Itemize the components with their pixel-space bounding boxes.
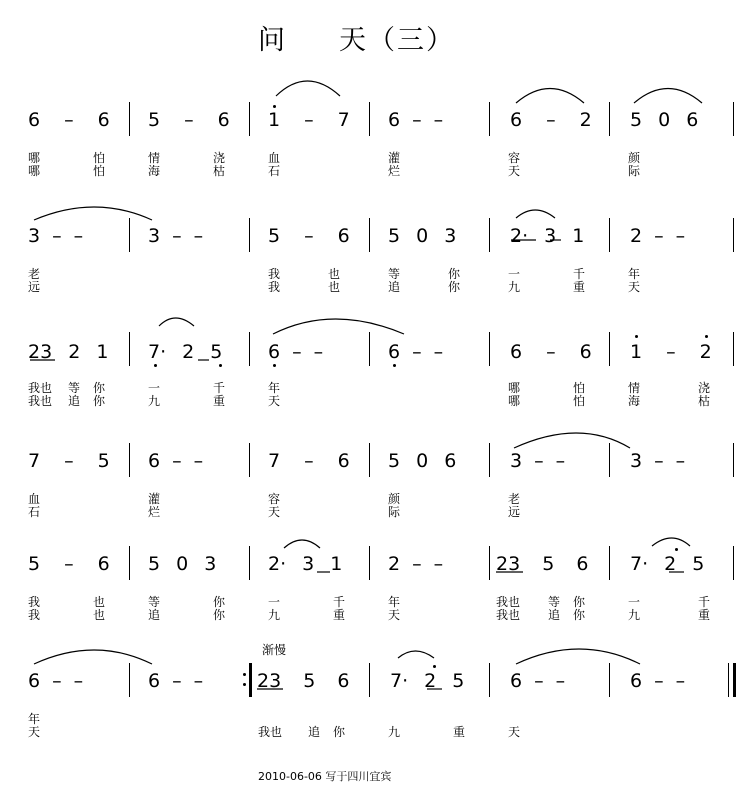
lyric: 天	[508, 164, 521, 178]
barline	[249, 546, 250, 580]
lyric: 怕	[573, 394, 586, 408]
lyric: 年	[28, 712, 41, 726]
measure: 3 – –	[28, 225, 84, 247]
lyric: 你	[213, 595, 226, 609]
lyric: 也	[93, 608, 106, 622]
barline	[249, 332, 250, 366]
slur-arc	[516, 210, 555, 218]
lyric: 你	[93, 381, 106, 395]
barline	[129, 546, 130, 580]
lyric: 你	[213, 608, 226, 622]
lyric: 我也	[28, 381, 53, 395]
measure: 5 0 3	[388, 225, 457, 247]
measure: 7 – 6	[268, 450, 350, 472]
lyric: 容	[268, 492, 281, 506]
barline	[733, 332, 734, 366]
measure: 2· 3 1	[510, 225, 585, 247]
measure: 7· 2 5	[148, 341, 223, 363]
slur-arc	[634, 89, 702, 104]
lyric: 天	[628, 280, 641, 294]
measure: 5 – 6	[28, 553, 110, 575]
lyric: 浇	[698, 381, 711, 395]
lyric: 一	[628, 595, 641, 609]
repeat-dot	[243, 683, 246, 686]
lyric: 哪	[508, 381, 521, 395]
barline	[733, 546, 734, 580]
barline	[733, 443, 734, 477]
lyric: 千	[698, 595, 711, 609]
lyric: 重	[698, 608, 711, 622]
lyric: 年	[388, 595, 401, 609]
slur-arc	[652, 538, 690, 546]
lyric: 一	[268, 595, 281, 609]
lyric: 你	[448, 267, 461, 281]
lyric: 远	[508, 505, 521, 519]
lyric: 我也	[258, 725, 283, 739]
slur-arc	[516, 89, 584, 104]
barline	[489, 332, 490, 366]
low-octave-dot	[219, 364, 222, 367]
measure: 7· 2 5	[390, 670, 465, 692]
lyric: 千	[333, 595, 346, 609]
lyric: 烂	[388, 164, 401, 178]
lyric: 九	[148, 394, 161, 408]
measure: 1 – 2	[630, 341, 712, 363]
measure: 1 – 7	[268, 109, 350, 131]
lyric: 血	[28, 492, 41, 506]
high-octave-dot	[675, 548, 678, 551]
lyric: 烂	[148, 505, 161, 519]
measure: 6 – –	[148, 450, 204, 472]
lyric: 你	[93, 394, 106, 408]
barline	[249, 102, 250, 136]
slur-arc	[398, 651, 434, 658]
lyric: 千	[573, 267, 586, 281]
measure: 5 0 6	[388, 450, 457, 472]
barline	[489, 218, 490, 252]
measure: 3 – –	[630, 450, 686, 472]
measure: 6 – 6	[28, 109, 110, 131]
slur-arc	[514, 433, 630, 448]
barline	[609, 332, 610, 366]
tempo-marking: 渐慢	[262, 643, 287, 657]
measure: 3 – –	[148, 225, 204, 247]
barline	[733, 102, 734, 136]
lyric: 灌	[388, 151, 401, 165]
lyric: 颜	[628, 151, 641, 165]
barline	[249, 218, 250, 252]
barline	[369, 332, 370, 366]
lyric: 天	[388, 608, 401, 622]
low-octave-dot	[273, 364, 276, 367]
lyric: 哪	[28, 151, 41, 165]
lyric: 追	[68, 394, 81, 408]
lyric: 我	[28, 608, 41, 622]
measure: 6 – 6	[510, 341, 592, 363]
high-octave-dot	[635, 335, 638, 338]
barline	[129, 332, 130, 366]
barline	[609, 663, 610, 697]
measure: 23 5 6	[257, 670, 350, 692]
lyric: 枯	[698, 394, 711, 408]
low-octave-dot	[154, 364, 157, 367]
measure: 23 2 1	[28, 341, 109, 363]
measure: 6 – –	[510, 670, 566, 692]
lyric: 枯	[213, 164, 226, 178]
lyric: 我	[268, 280, 281, 294]
barline	[489, 443, 490, 477]
lyric: 一	[508, 267, 521, 281]
slur-arc	[34, 207, 152, 220]
measure: 7 – 5	[28, 450, 110, 472]
measure: 6 – –	[388, 341, 444, 363]
lyric: 等	[388, 267, 401, 281]
barline	[609, 546, 610, 580]
barline	[129, 218, 130, 252]
lyric: 我也	[496, 595, 521, 609]
lyric: 石	[28, 505, 41, 519]
lyric: 也	[93, 595, 106, 609]
lyric: 重	[333, 608, 346, 622]
barline	[609, 102, 610, 136]
lyric: 追	[148, 608, 161, 622]
lyric: 九	[268, 608, 281, 622]
lyric: 我也	[28, 394, 53, 408]
lyric: 怕	[93, 164, 106, 178]
lyric: 追	[548, 608, 561, 622]
lyric: 也	[328, 280, 341, 294]
lyric: 血	[268, 151, 281, 165]
slur-arc	[276, 81, 340, 96]
lyric: 也	[328, 267, 341, 281]
measure: 2· 3 1	[268, 553, 343, 575]
lyric: 九	[508, 280, 521, 294]
lyric: 年	[628, 267, 641, 281]
lyric: 九	[388, 725, 401, 739]
lyric: 天	[268, 505, 281, 519]
lyric: 灌	[148, 492, 161, 506]
lyric: 等	[148, 595, 161, 609]
lyric: 天	[28, 725, 41, 739]
barline	[369, 102, 370, 136]
barline	[369, 546, 370, 580]
measure: 6 – –	[148, 670, 204, 692]
barline	[609, 443, 610, 477]
lyric: 重	[453, 725, 466, 739]
lyric: 你	[573, 595, 586, 609]
barline	[249, 443, 250, 477]
lyric: 石	[268, 164, 281, 178]
lyric: 重	[213, 394, 226, 408]
measure: 6 – –	[28, 670, 84, 692]
lyric: 重	[573, 280, 586, 294]
lyric: 怕	[573, 381, 586, 395]
lyric: 等	[68, 381, 81, 395]
measure: 6 – –	[630, 670, 686, 692]
date-footer: 2010-06-06 写于四川宜宾	[258, 770, 392, 783]
lyric: 天	[508, 725, 521, 739]
lyric: 颜	[388, 492, 401, 506]
low-octave-dot	[393, 364, 396, 367]
measure: 5 0 3	[148, 553, 217, 575]
lyric: 年	[268, 381, 281, 395]
high-octave-dot	[705, 335, 708, 338]
repeat-barline	[249, 663, 252, 697]
lyric: 远	[28, 280, 41, 294]
barline	[129, 443, 130, 477]
lyric: 一	[148, 381, 161, 395]
lyric: 九	[628, 608, 641, 622]
title-main: 问	[258, 25, 287, 56]
high-octave-dot	[273, 105, 276, 108]
measure: 6 – 2	[510, 109, 592, 131]
slur-arc	[34, 650, 152, 664]
lyric: 追	[388, 280, 401, 294]
lyric: 海	[148, 164, 161, 178]
lyric: 你	[448, 280, 461, 294]
barline	[489, 546, 490, 580]
barline	[129, 663, 130, 697]
lyric: 我	[28, 595, 41, 609]
measure: 5 0 6	[630, 109, 699, 131]
barline	[369, 443, 370, 477]
lyric: 容	[508, 151, 521, 165]
barline	[129, 102, 130, 136]
high-octave-dot	[433, 665, 436, 668]
lyric: 哪	[28, 164, 41, 178]
slur-arc	[273, 319, 404, 334]
measure: 6 – –	[388, 109, 444, 131]
repeat-dot	[243, 673, 246, 676]
slur-arc	[516, 649, 640, 664]
lyric: 际	[628, 164, 641, 178]
lyric: 等	[548, 595, 561, 609]
slur-arc	[159, 318, 194, 326]
lyric: 千	[213, 381, 226, 395]
lyric: 你	[573, 608, 586, 622]
barline	[369, 663, 370, 697]
barline	[489, 102, 490, 136]
lyric: 怕	[93, 151, 106, 165]
title-sub: 天（三）	[339, 25, 455, 56]
lyric: 天	[268, 394, 281, 408]
measure: 7· 2 5	[630, 553, 705, 575]
lyric: 老	[508, 492, 521, 506]
measure: 3 – –	[510, 450, 566, 472]
barline	[733, 218, 734, 252]
lyric: 我	[268, 267, 281, 281]
lyric: 哪	[508, 394, 521, 408]
measure: 2 – –	[388, 553, 444, 575]
lyric: 我也	[496, 608, 521, 622]
barline	[609, 218, 610, 252]
barline	[728, 663, 729, 697]
lyric: 老	[28, 267, 41, 281]
lyric: 你	[333, 725, 346, 739]
barline	[489, 663, 490, 697]
slur-arc	[284, 540, 320, 548]
measure: 2 – –	[630, 225, 686, 247]
measure: 23 5 6	[496, 553, 589, 575]
lyric: 情	[148, 151, 161, 165]
barline	[369, 218, 370, 252]
lyric: 浇	[213, 151, 226, 165]
final-barline	[733, 663, 736, 697]
measure: 5 – 6	[148, 109, 230, 131]
lyric: 际	[388, 505, 401, 519]
measure: 6 – –	[268, 341, 324, 363]
lyric: 海	[628, 394, 641, 408]
lyric: 追	[308, 725, 321, 739]
lyric: 情	[628, 381, 641, 395]
measure: 5 – 6	[268, 225, 350, 247]
